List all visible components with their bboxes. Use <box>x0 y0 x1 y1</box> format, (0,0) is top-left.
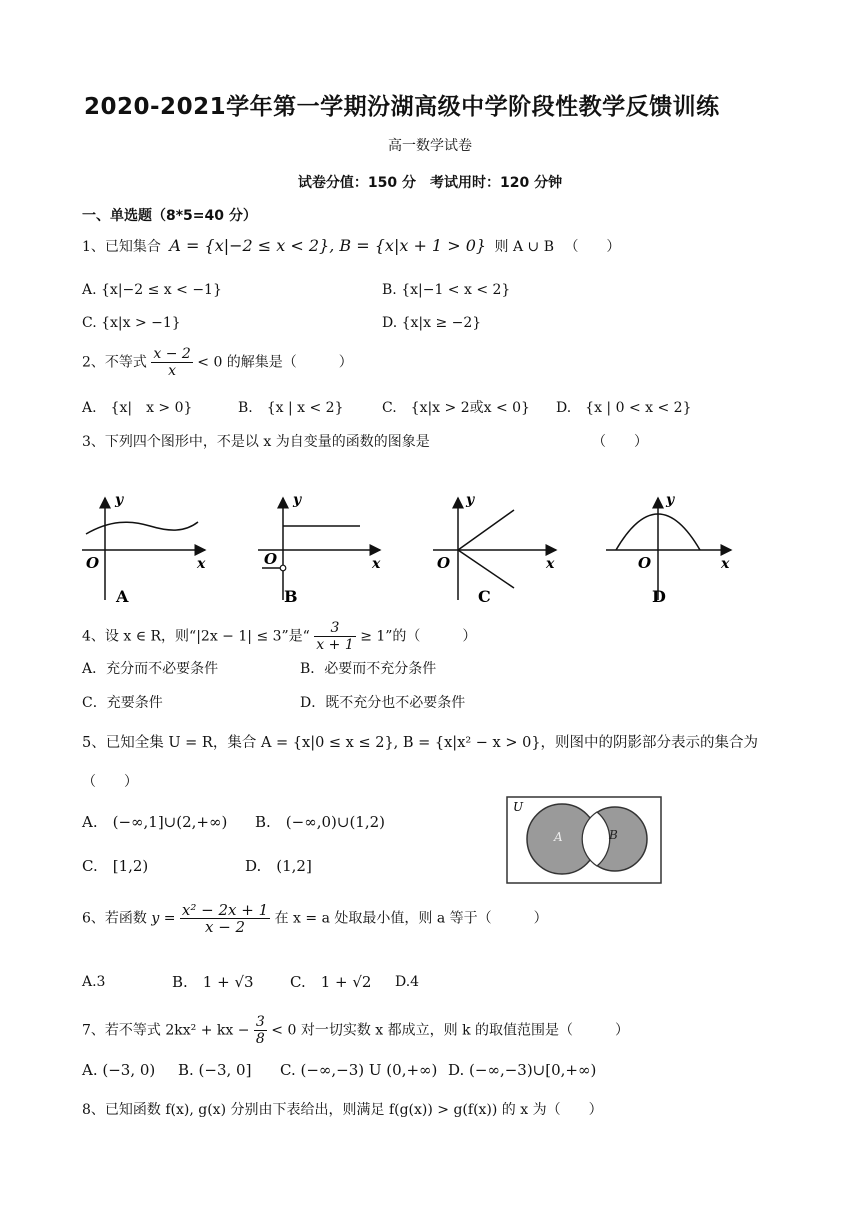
q7-rest: < 0 对一切实数 x 都成立，则 k 的取值范围是（ ） <box>271 1022 629 1039</box>
q7-den: 8 <box>255 1031 265 1047</box>
graph-d-origin: O <box>638 554 652 572</box>
q2-fraction <box>151 346 192 379</box>
graph-a <box>82 492 206 606</box>
q1-option-b: B. {x|−1 < x < 2} <box>382 282 511 298</box>
venn-label-a: A <box>554 830 563 844</box>
q3-graphs <box>0 480 860 610</box>
q5-stem: 5、已知全集 U = R，集合 A = {x|0 ≤ x ≤ 2}, B = {x|x² − x > 0}，则图中的阴影部分表示的集合为 <box>82 735 759 751</box>
q1-option-d: D. {x|x ≥ −2} <box>382 315 482 331</box>
q7-option-d: D. (−∞,−3)∪[0,+∞) <box>448 1061 597 1079</box>
q5-paren: （ ） <box>82 774 138 790</box>
venn-label-u: U <box>513 800 524 814</box>
question-7 <box>82 1014 629 1047</box>
q2-option-c: C. {x|x > 2或x < 0} <box>382 400 530 416</box>
q3-paren: （ ） <box>592 434 648 450</box>
venn-diagram <box>505 795 665 887</box>
q8-stem: 8、已知函数 f(x), g(x) 分别由下表给出，则满足 f(g(x)) > g(f(x)) 的 x 为（ ） <box>82 1102 603 1118</box>
q5-option-b: B. (−∞,0)∪(1,2) <box>255 813 385 831</box>
graph-c-y-label: y <box>466 492 475 508</box>
question-2 <box>82 346 353 379</box>
q4-den: x + 1 <box>316 637 354 653</box>
question-6 <box>82 902 548 935</box>
q7-option-b: B. (−3, 0] <box>178 1061 252 1079</box>
page-title: 2020-2021学年第一学期汾湖高级中学阶段性教学反馈训练 <box>84 94 720 120</box>
section-heading: 一、单选题（8*5=40 分） <box>82 208 257 224</box>
q6-den: x − 2 <box>204 918 246 936</box>
q3-stem: 3、下列四个图形中，不是以 x 为自变量的函数的图象是 <box>82 434 430 450</box>
q6-rest: 在 x = a 处取最小值，则 a 等于（ ） <box>274 910 548 927</box>
q7-num: 3 <box>255 1014 265 1030</box>
q6-option-a: A.3 <box>82 974 106 990</box>
q5-option-d: D. (1,2] <box>245 857 312 875</box>
q2-option-d: D. {x | 0 < x < 2} <box>556 400 692 416</box>
q2-rest: < 0 的解集是（ ） <box>197 354 353 371</box>
q6-fraction <box>180 902 270 935</box>
graph-d-y-label: y <box>666 492 675 508</box>
q4-option-d: D．既不充分也不必要条件 <box>300 695 466 711</box>
graph-b <box>258 492 381 606</box>
q7-stem: 7、若不等式 2kx² + kx − <box>82 1022 250 1039</box>
q4-option-b: B．必要而不充分条件 <box>300 661 437 677</box>
q2-stem: 2、不等式 <box>82 354 147 371</box>
q6-option-b: B. 1 + √3 <box>172 973 254 991</box>
q4-rest: ≥ 1”的（ ） <box>360 628 477 645</box>
q1-ask: 则 A ∪ B <box>494 239 554 255</box>
graph-b-origin: O <box>264 550 278 568</box>
graph-d-label: D <box>652 587 666 606</box>
graph-a-label: A <box>116 587 129 606</box>
q2-den: x <box>168 363 177 379</box>
question-4 <box>82 620 476 653</box>
graph-b-x-label: x <box>372 556 381 572</box>
q6-stem: 6、若函数 <box>82 910 147 927</box>
q5-option-c: C. [1,2) <box>82 857 149 875</box>
exam-info: 试卷分值：150 分 考试用时：120 分钟 <box>297 175 563 191</box>
question-1 <box>82 236 620 257</box>
q6-option-d: D.4 <box>395 974 420 990</box>
q7-fraction <box>254 1014 267 1047</box>
q7-option-c: C. (−∞,−3) U (0,+∞) <box>280 1061 438 1079</box>
graph-d <box>606 492 731 606</box>
q1-option-c: C. {x|x > −1} <box>82 315 181 331</box>
paper-subtitle: 高一数学试卷 <box>388 138 472 154</box>
graph-b-label: B <box>284 587 298 606</box>
graph-a-x-label: x <box>197 556 206 572</box>
q4-stem: 4、设 x ∈ R，则“|2x − 1| ≤ 3”是“ <box>82 628 310 645</box>
q2-option-b: B. {x | x < 2} <box>238 400 344 416</box>
q6-num: x² − 2x + 1 <box>181 901 269 919</box>
q4-fraction <box>314 620 355 653</box>
graph-c <box>433 492 556 606</box>
graph-a-y-label: y <box>115 492 124 508</box>
q7-option-a: A. (−3, 0) <box>82 1061 156 1079</box>
q5-option-a: A. (−∞,1]∪(2,+∞) <box>82 813 228 831</box>
q6-lhs: y = <box>151 910 176 927</box>
venn-label-b: B <box>609 828 618 842</box>
graph-c-x-label: x <box>546 556 555 572</box>
graph-c-origin: O <box>437 554 451 572</box>
graph-d-x-label: x <box>721 556 730 572</box>
graph-c-label: C <box>478 587 491 606</box>
q6-option-c: C. 1 + √2 <box>290 973 372 991</box>
q1-stem: 1、已知集合 <box>82 239 161 255</box>
q4-option-a: A．充分而不必要条件 <box>82 661 219 677</box>
graph-a-origin: O <box>86 554 100 572</box>
q4-option-c: C．充要条件 <box>82 695 163 711</box>
q1-expr: A = {x|−2 ≤ x < 2}, B = {x|x + 1 > 0} <box>169 236 487 255</box>
q2-option-a: A. {x| x > 0} <box>82 400 193 416</box>
q1-paren: （ ） <box>564 239 621 255</box>
graph-b-y-label: y <box>293 492 302 508</box>
q2-num: x − 2 <box>153 346 191 362</box>
q1-option-a: A. {x|−2 ≤ x < −1} <box>82 282 222 298</box>
q4-num: 3 <box>314 620 355 637</box>
